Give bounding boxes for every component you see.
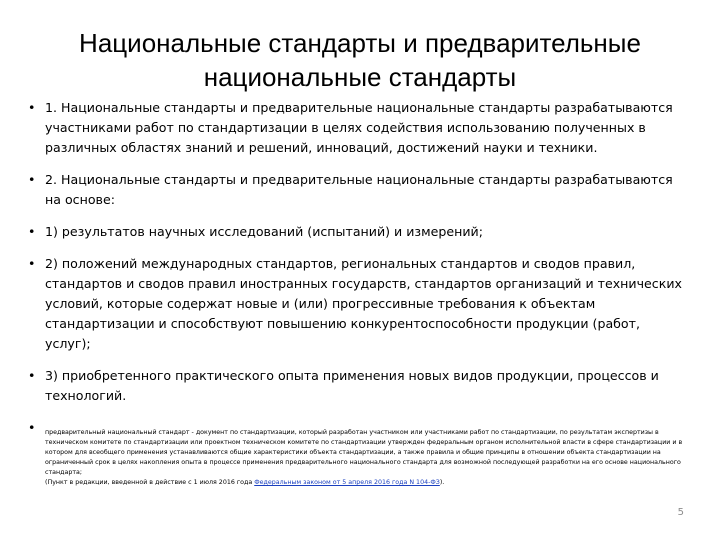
bullet-marker: • [28, 256, 36, 271]
bullet-item [26, 254, 688, 354]
bullet-item [26, 98, 688, 158]
bullet-marker: • [28, 172, 36, 187]
bullet-item [26, 222, 688, 242]
bullet-text: 2) положений международных стандартов, региональных стандартов и сводов правил, стандартов и сводов правил иностранных государств, стандартов организаций и технических условий, которые содержат новые и (или) прогрессивные требования к объектам стандартизации и способствуют повышению конкурентоспособности продукции (работ, услуг); [45, 256, 682, 351]
bullet-list [26, 98, 688, 488]
bullet-text: 2. Национальные стандарты и предварительные национальные стандарты разрабатываются на основе: [45, 172, 673, 207]
bullet-item [26, 366, 688, 406]
bullet-marker: • [28, 420, 36, 435]
bullet-item-note [26, 418, 688, 488]
definition-note [45, 418, 688, 488]
bullet-item [26, 170, 688, 210]
bullet-text: 1) результатов научных исследований (испытаний) и измерений; [45, 224, 483, 239]
bullet-marker: • [28, 100, 36, 115]
slide-title [40, 26, 680, 94]
amendment-prefix: (Пункт в редакции, введенной в действие с 1 июля 2016 года [45, 479, 255, 486]
amendment-suffix: ). [439, 479, 445, 486]
bullet-text: 1. Национальные стандарты и предварительные национальные стандарты разрабатываются участниками работ по стандартизации в целях содействия использованию полученных в различных областях знаний и решений, инноваций, достижений науки и техники. [45, 100, 673, 155]
definition-note-text: предварительный национальный стандарт - документ по стандартизации, который разработан участником или участниками работ по стандартизации, по результатам экспертизы в техническом комитете по стандартизации или проектном техническом комитете по стандартизации утвержден федеральным органом исполнительной власти в сфере стандартизации и в котором для всеобщего применения устанавливаются общие характеристики объекта стандартизации, а также правила и общие принципы в отношении объекта стандартизации на ограниченный срок в целях накопления опыта в процессе применения предварительного национального стандарта для возможной последующей разработки на его основе национального стандарта; [45, 429, 683, 476]
slide-title-line2: национальные стандарты [203, 62, 517, 92]
bullet-marker: • [28, 368, 36, 383]
bullet-text: 3) приобретенного практического опыта применения новых видов продукции, процессов и технологий. [45, 368, 659, 403]
slide-title-line1: Национальные стандарты и предварительные [79, 28, 641, 58]
bullet-marker: • [28, 224, 36, 239]
page-number: 5 [677, 507, 684, 518]
federal-law-link[interactable]: Федеральным законом от 5 апреля 2016 года N 104-ФЗ [254, 479, 440, 486]
